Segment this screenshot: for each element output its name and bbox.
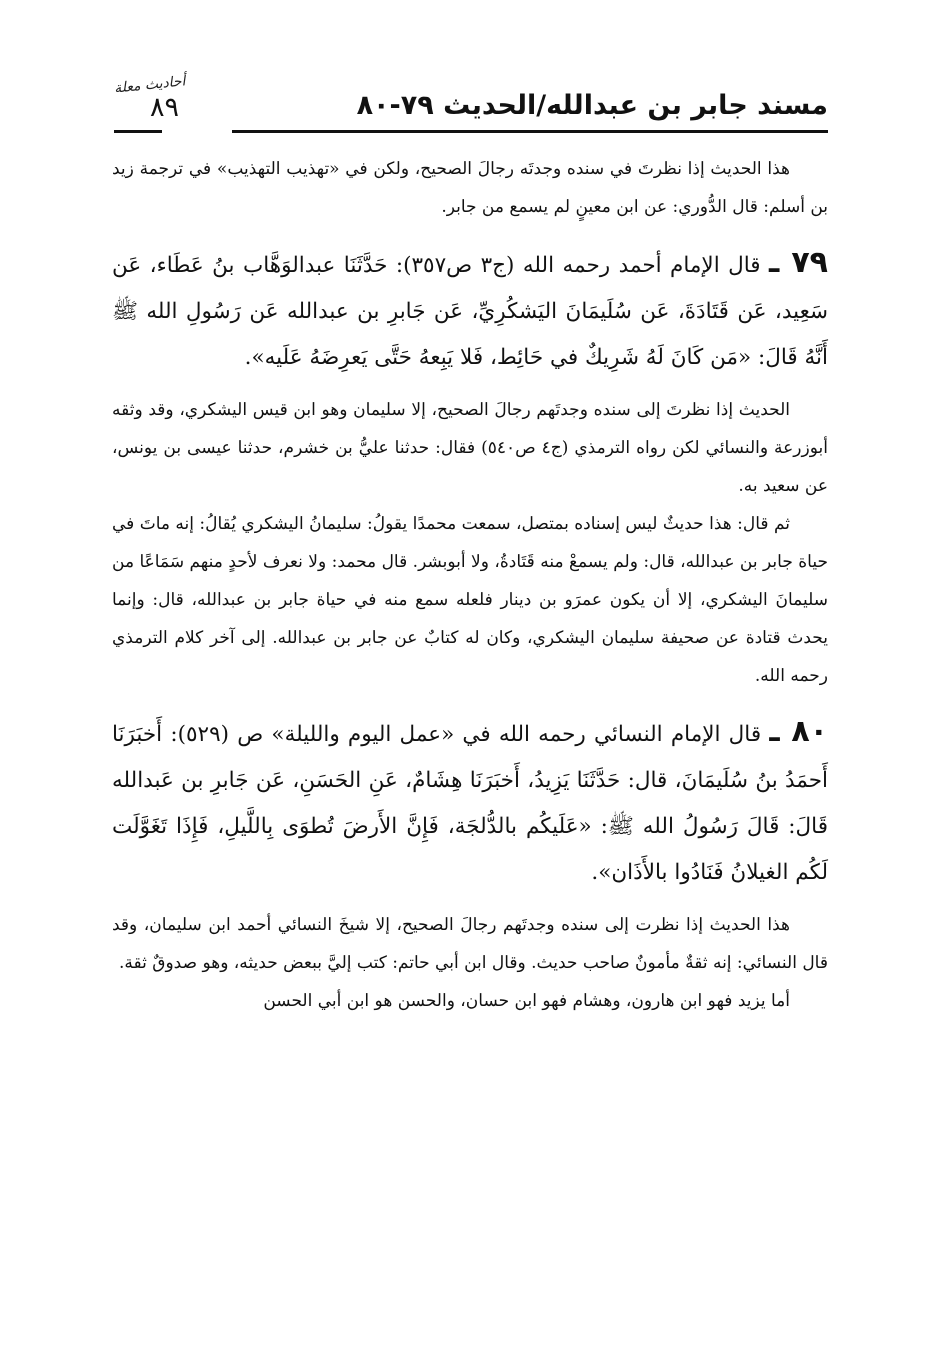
page-header [112, 73, 828, 140]
running-title: مسند جابر بن عبدالله/الحديث ٧٩-٨٠ [356, 90, 828, 121]
paragraph-text: هذا الحديث إذا نظرتَ في سنده وجدتَه رجالَ الصحيح، ولكن في «تهذيب التهذيب» في ترجمة زيد بن أسلم: قال الدُّوري: عن ابن معينٍ لم يسمع من جابر. [112, 159, 828, 217]
spacer [112, 896, 828, 906]
handwritten-note: أحاديث معلة [113, 73, 187, 97]
spacer [112, 381, 828, 391]
commentary-paragraph [112, 391, 828, 505]
page-number: ٨٩ [150, 92, 180, 123]
header-rule [232, 130, 828, 133]
hadith-text: قال الإمام أحمد رحمه الله (ج٣ ص٣٥٧): حَدَّثَنَا عبدالوَهَّاب بنُ عَطَاء، عَن سَعِيد، عَن قَتَادَةَ، عَن سُلَيمَانَ اليَشكُرِيِّ، عَن جَابرِ بن عبدالله عَن رَسُولِ الله ﷺ أَنَّهُ قَالَ: «مَن كَانَ لَهُ شَرِيكٌ في حَائِط، فَلا يَبِعهُ حَتَّى يَعرِضَهُ عَلَيه». [112, 253, 828, 370]
spacer [112, 695, 828, 709]
hadith-paragraph [112, 709, 828, 896]
commentary-paragraph [112, 982, 828, 1020]
paragraph-text: هذا الحديث إذا نظرت إلى سنده وجدتَهم رجالَ الصحيح، إلا شيخَ النسائي أحمد ابن سليمان، وقد قال النسائي: إنه ثقةٌ مأمونٌ صاحب حديث. وقال ابن أبي حاتم: كتب إليَّ ببعض حديثه، وهو صدوقٌ ثقة. [112, 915, 828, 973]
hadith-number: ٧٩ ـ [769, 245, 828, 280]
paragraph-text: أما يزيد فهو ابن هارون، وهشام فهو ابن حسان، والحسن هو ابن أبي الحسن [263, 991, 790, 1011]
commentary-paragraph [112, 505, 828, 695]
paragraph-text: ثم قال: هذا حديثٌ ليس إسناده بمتصل، سمعت محمدًا يقولُ: سليمانُ اليشكري يُقالُ: إنه ماتَ في حياة جابر بن عبدالله، قال: ولم يسمعْ منه قَتَادةُ، ولا أبوبشر. قال محمد: ولا نعرف لأحدٍ منهم سَمَاعًا من سليمانَ اليشكري، إلا أن يكون عمرَو بن دينار فلعله سمع منه في حياة جابر بن عبدالله، قال: وإنما يحدث قتادة عن صحيفة سليمان اليشكري، وكان له كتابٌ عن جابر بن عبدالله. إلى آخر كلام الترمذي رحمه الله. [112, 514, 828, 686]
hadith-number: ٨٠ ـ [769, 714, 828, 749]
page-number-underline [114, 130, 162, 133]
commentary-paragraph [112, 150, 828, 226]
commentary-paragraph [112, 906, 828, 982]
spacer [112, 226, 828, 240]
hadith-paragraph [112, 240, 828, 381]
page-body [112, 150, 828, 1020]
hadith-text: قال الإمام النسائي رحمه الله في «عمل اليوم والليلة» ص (٥٢٩): أَخبَرَنَا أَحمَدُ بنُ سُلَيمَانَ، قال: حَدَّثَنَا يَزِيدُ، أَخبَرَنَا هِشَامٌ، عَنِ الحَسَنِ، عَن جَابرِ بن عَبدالله قَالَ: قَالَ رَسُولُ الله ﷺ: «عَلَيكُم بالدُّلجَة، فَإِنَّ الأَرضَ تُطوَى بِاللَّيلِ، فَإِذَا تَغَوَّلَت لَكُم الغيلانُ فَنَادُوا بالأَذَان». [112, 722, 828, 885]
paragraph-text: الحديث إذا نظرتَ إلى سنده وجدتَهم رجالَ الصحيح، إلا سليمان وهو ابن قيس اليشكري، وقد وثقه أبوزرعة والنسائي لكن رواه الترمذي (ج٤ ص٥٤٠) فقال: حدثنا عليُّ بن خشرم، حدثنا عيسى بن يونس، عن سعيد به. [112, 400, 828, 496]
